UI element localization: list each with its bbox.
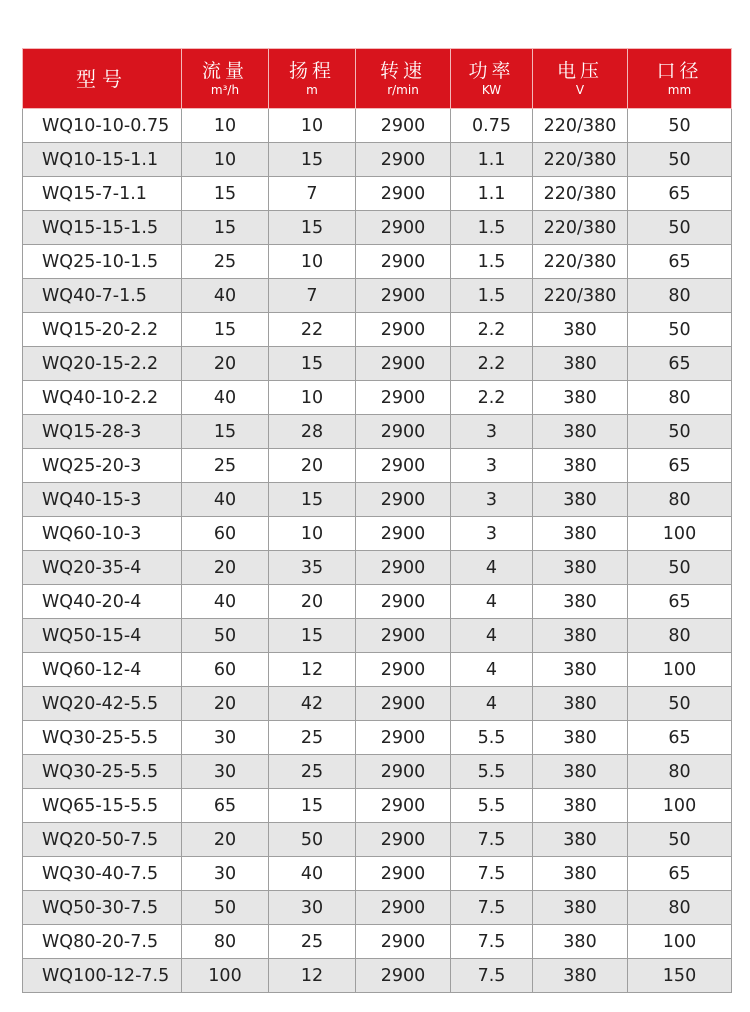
table-header — [23, 49, 732, 109]
power-cell: 0.75 — [451, 109, 533, 143]
model-cell: WQ40-20-4 — [23, 585, 182, 619]
table-row — [23, 823, 732, 857]
table-row — [23, 143, 732, 177]
speed-cell: 2900 — [356, 585, 451, 619]
voltage-cell: 380 — [533, 381, 628, 415]
head-cell: 28 — [269, 415, 356, 449]
model-cell: WQ15-20-2.2 — [23, 313, 182, 347]
diameter-cell: 65 — [628, 585, 732, 619]
speed-cell: 2900 — [356, 755, 451, 789]
voltage-cell: 380 — [533, 857, 628, 891]
power-cell: 2.2 — [451, 381, 533, 415]
head-cell: 10 — [269, 381, 356, 415]
model-cell: WQ20-35-4 — [23, 551, 182, 585]
flow-cell: 40 — [182, 483, 269, 517]
spec-table — [22, 48, 732, 993]
voltage-cell: 380 — [533, 925, 628, 959]
power-cell: 7.5 — [451, 925, 533, 959]
model-cell: WQ15-7-1.1 — [23, 177, 182, 211]
voltage-cell: 380 — [533, 619, 628, 653]
model-cell: WQ40-7-1.5 — [23, 279, 182, 313]
table-row — [23, 381, 732, 415]
head-cell: 22 — [269, 313, 356, 347]
table-row — [23, 925, 732, 959]
power-cell: 3 — [451, 415, 533, 449]
power-cell: 3 — [451, 449, 533, 483]
diameter-cell: 50 — [628, 109, 732, 143]
flow-cell: 40 — [182, 279, 269, 313]
flow-cell: 10 — [182, 143, 269, 177]
table-row — [23, 313, 732, 347]
header-voltage — [533, 49, 628, 109]
header-head — [269, 49, 356, 109]
header-power — [451, 49, 533, 109]
speed-cell: 2900 — [356, 483, 451, 517]
table-row — [23, 347, 732, 381]
head-cell: 15 — [269, 347, 356, 381]
flow-cell: 65 — [182, 789, 269, 823]
power-cell: 5.5 — [451, 721, 533, 755]
head-cell: 12 — [269, 959, 356, 993]
header-label: 流量 — [201, 59, 248, 82]
speed-cell: 2900 — [356, 721, 451, 755]
header-label: 电压 — [556, 59, 603, 82]
diameter-cell: 80 — [628, 483, 732, 517]
header-label: 口径 — [656, 59, 703, 82]
power-cell: 7.5 — [451, 959, 533, 993]
model-cell: WQ40-15-3 — [23, 483, 182, 517]
voltage-cell: 380 — [533, 551, 628, 585]
voltage-cell: 380 — [533, 687, 628, 721]
head-cell: 10 — [269, 109, 356, 143]
power-cell: 7.5 — [451, 823, 533, 857]
model-cell: WQ40-10-2.2 — [23, 381, 182, 415]
header-unit: m³/h — [210, 82, 240, 97]
diameter-cell: 65 — [628, 857, 732, 891]
model-cell: WQ15-15-1.5 — [23, 211, 182, 245]
speed-cell: 2900 — [356, 143, 451, 177]
flow-cell: 100 — [182, 959, 269, 993]
flow-cell: 60 — [182, 517, 269, 551]
header-unit: mm — [667, 82, 692, 97]
voltage-cell: 380 — [533, 517, 628, 551]
flow-cell: 50 — [182, 891, 269, 925]
flow-cell: 30 — [182, 755, 269, 789]
flow-cell: 30 — [182, 721, 269, 755]
model-cell: WQ30-25-5.5 — [23, 755, 182, 789]
model-cell: WQ65-15-5.5 — [23, 789, 182, 823]
diameter-cell: 65 — [628, 177, 732, 211]
voltage-cell: 380 — [533, 415, 628, 449]
power-cell: 7.5 — [451, 891, 533, 925]
header-label: 转速 — [379, 59, 426, 82]
voltage-cell: 380 — [533, 449, 628, 483]
header-label: 型号 — [76, 66, 128, 91]
model-cell: WQ50-15-4 — [23, 619, 182, 653]
speed-cell: 2900 — [356, 619, 451, 653]
head-cell: 7 — [269, 177, 356, 211]
table-row — [23, 449, 732, 483]
model-cell: WQ25-20-3 — [23, 449, 182, 483]
head-cell: 40 — [269, 857, 356, 891]
power-cell: 4 — [451, 653, 533, 687]
diameter-cell: 100 — [628, 789, 732, 823]
model-cell: WQ100-12-7.5 — [23, 959, 182, 993]
model-cell: WQ15-28-3 — [23, 415, 182, 449]
power-cell: 3 — [451, 483, 533, 517]
diameter-cell: 65 — [628, 449, 732, 483]
voltage-cell: 380 — [533, 585, 628, 619]
table-row — [23, 619, 732, 653]
head-cell: 25 — [269, 721, 356, 755]
diameter-cell: 50 — [628, 687, 732, 721]
table-row — [23, 959, 732, 993]
power-cell: 1.5 — [451, 245, 533, 279]
table-row — [23, 585, 732, 619]
header-label: 功率 — [468, 59, 515, 82]
model-cell: WQ60-10-3 — [23, 517, 182, 551]
model-cell: WQ80-20-7.5 — [23, 925, 182, 959]
speed-cell: 2900 — [356, 517, 451, 551]
voltage-cell: 380 — [533, 891, 628, 925]
speed-cell: 2900 — [356, 857, 451, 891]
flow-cell: 40 — [182, 585, 269, 619]
speed-cell: 2900 — [356, 823, 451, 857]
diameter-cell: 150 — [628, 959, 732, 993]
voltage-cell: 380 — [533, 313, 628, 347]
diameter-cell: 80 — [628, 755, 732, 789]
header-diameter — [628, 49, 732, 109]
diameter-cell: 65 — [628, 245, 732, 279]
voltage-cell: 220/380 — [533, 109, 628, 143]
table-row — [23, 653, 732, 687]
diameter-cell: 100 — [628, 925, 732, 959]
head-cell: 20 — [269, 585, 356, 619]
flow-cell: 20 — [182, 687, 269, 721]
head-cell: 42 — [269, 687, 356, 721]
flow-cell: 15 — [182, 415, 269, 449]
table-row — [23, 891, 732, 925]
flow-cell: 15 — [182, 313, 269, 347]
voltage-cell: 380 — [533, 721, 628, 755]
flow-cell: 80 — [182, 925, 269, 959]
model-cell: WQ20-42-5.5 — [23, 687, 182, 721]
head-cell: 12 — [269, 653, 356, 687]
diameter-cell: 50 — [628, 823, 732, 857]
table-row — [23, 721, 732, 755]
speed-cell: 2900 — [356, 211, 451, 245]
table-row — [23, 517, 732, 551]
model-cell: WQ50-30-7.5 — [23, 891, 182, 925]
head-cell: 15 — [269, 789, 356, 823]
speed-cell: 2900 — [356, 925, 451, 959]
power-cell: 1.5 — [451, 279, 533, 313]
model-cell: WQ25-10-1.5 — [23, 245, 182, 279]
power-cell: 4 — [451, 585, 533, 619]
flow-cell: 20 — [182, 347, 269, 381]
flow-cell: 25 — [182, 449, 269, 483]
head-cell: 15 — [269, 143, 356, 177]
diameter-cell: 50 — [628, 211, 732, 245]
power-cell: 5.5 — [451, 789, 533, 823]
power-cell: 1.5 — [451, 211, 533, 245]
model-cell: WQ10-15-1.1 — [23, 143, 182, 177]
diameter-cell: 50 — [628, 551, 732, 585]
flow-cell: 20 — [182, 551, 269, 585]
head-cell: 10 — [269, 517, 356, 551]
head-cell: 30 — [269, 891, 356, 925]
voltage-cell: 220/380 — [533, 211, 628, 245]
table-row — [23, 551, 732, 585]
table-row — [23, 279, 732, 313]
head-cell: 25 — [269, 925, 356, 959]
header-flow — [182, 49, 269, 109]
table-row — [23, 483, 732, 517]
speed-cell: 2900 — [356, 891, 451, 925]
flow-cell: 20 — [182, 823, 269, 857]
voltage-cell: 380 — [533, 347, 628, 381]
voltage-cell: 380 — [533, 959, 628, 993]
diameter-cell: 80 — [628, 279, 732, 313]
flow-cell: 15 — [182, 177, 269, 211]
table-row — [23, 245, 732, 279]
power-cell: 2.2 — [451, 347, 533, 381]
table-row — [23, 177, 732, 211]
header-row — [23, 49, 732, 109]
diameter-cell: 50 — [628, 143, 732, 177]
flow-cell: 60 — [182, 653, 269, 687]
voltage-cell: 220/380 — [533, 177, 628, 211]
speed-cell: 2900 — [356, 177, 451, 211]
voltage-cell: 380 — [533, 823, 628, 857]
speed-cell: 2900 — [356, 109, 451, 143]
voltage-cell: 220/380 — [533, 279, 628, 313]
voltage-cell: 220/380 — [533, 245, 628, 279]
header-label: 扬程 — [288, 59, 335, 82]
table-row — [23, 789, 732, 823]
power-cell: 4 — [451, 551, 533, 585]
power-cell: 5.5 — [451, 755, 533, 789]
flow-cell: 50 — [182, 619, 269, 653]
model-cell: WQ60-12-4 — [23, 653, 182, 687]
voltage-cell: 220/380 — [533, 143, 628, 177]
table-row — [23, 857, 732, 891]
flow-cell: 40 — [182, 381, 269, 415]
power-cell: 7.5 — [451, 857, 533, 891]
flow-cell: 30 — [182, 857, 269, 891]
voltage-cell: 380 — [533, 789, 628, 823]
speed-cell: 2900 — [356, 687, 451, 721]
header-unit: m — [306, 82, 318, 97]
speed-cell: 2900 — [356, 959, 451, 993]
model-cell: WQ20-15-2.2 — [23, 347, 182, 381]
header-model — [23, 49, 182, 109]
head-cell: 7 — [269, 279, 356, 313]
diameter-cell: 80 — [628, 381, 732, 415]
power-cell: 2.2 — [451, 313, 533, 347]
diameter-cell: 65 — [628, 347, 732, 381]
table-row — [23, 415, 732, 449]
voltage-cell: 380 — [533, 483, 628, 517]
speed-cell: 2900 — [356, 347, 451, 381]
diameter-cell: 100 — [628, 517, 732, 551]
speed-cell: 2900 — [356, 789, 451, 823]
head-cell: 25 — [269, 755, 356, 789]
head-cell: 15 — [269, 211, 356, 245]
table-row — [23, 687, 732, 721]
speed-cell: 2900 — [356, 313, 451, 347]
speed-cell: 2900 — [356, 449, 451, 483]
power-cell: 4 — [451, 619, 533, 653]
flow-cell: 15 — [182, 211, 269, 245]
speed-cell: 2900 — [356, 245, 451, 279]
power-cell: 1.1 — [451, 177, 533, 211]
header-speed — [356, 49, 451, 109]
header-unit: KW — [481, 82, 502, 97]
table-body — [23, 109, 732, 993]
diameter-cell: 80 — [628, 619, 732, 653]
speed-cell: 2900 — [356, 415, 451, 449]
speed-cell: 2900 — [356, 551, 451, 585]
diameter-cell: 65 — [628, 721, 732, 755]
voltage-cell: 380 — [533, 653, 628, 687]
head-cell: 35 — [269, 551, 356, 585]
header-unit: r/min — [387, 82, 419, 97]
model-cell: WQ10-10-0.75 — [23, 109, 182, 143]
head-cell: 10 — [269, 245, 356, 279]
speed-cell: 2900 — [356, 381, 451, 415]
head-cell: 20 — [269, 449, 356, 483]
head-cell: 15 — [269, 619, 356, 653]
diameter-cell: 50 — [628, 415, 732, 449]
table-row — [23, 109, 732, 143]
table-row — [23, 211, 732, 245]
power-cell: 3 — [451, 517, 533, 551]
flow-cell: 10 — [182, 109, 269, 143]
header-unit: V — [575, 82, 585, 97]
model-cell: WQ30-40-7.5 — [23, 857, 182, 891]
speed-cell: 2900 — [356, 279, 451, 313]
diameter-cell: 80 — [628, 891, 732, 925]
power-cell: 4 — [451, 687, 533, 721]
voltage-cell: 380 — [533, 755, 628, 789]
diameter-cell: 100 — [628, 653, 732, 687]
head-cell: 50 — [269, 823, 356, 857]
head-cell: 15 — [269, 483, 356, 517]
model-cell: WQ20-50-7.5 — [23, 823, 182, 857]
model-cell: WQ30-25-5.5 — [23, 721, 182, 755]
diameter-cell: 50 — [628, 313, 732, 347]
speed-cell: 2900 — [356, 653, 451, 687]
flow-cell: 25 — [182, 245, 269, 279]
table-row — [23, 755, 732, 789]
power-cell: 1.1 — [451, 143, 533, 177]
